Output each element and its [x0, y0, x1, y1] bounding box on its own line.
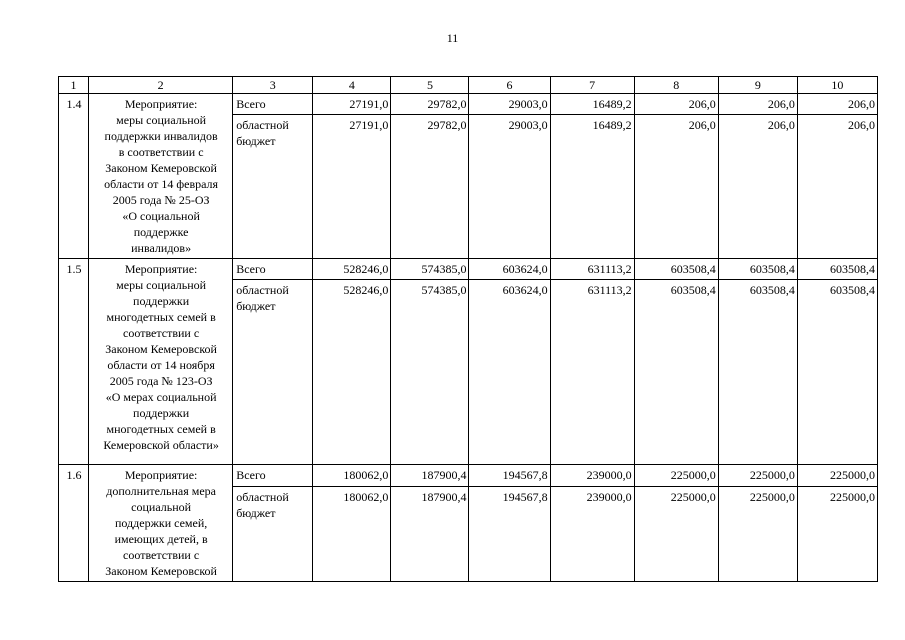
- column-number-8: 8: [634, 77, 718, 94]
- funding-value-col-9: 206,0: [718, 94, 797, 115]
- column-number-6: 6: [469, 77, 550, 94]
- measure-title-line: Мероприятие:: [124, 97, 198, 111]
- funding-value-col-5: 29782,0: [391, 115, 469, 259]
- measure-title-line: социальной: [131, 500, 192, 514]
- measure-title-line: области от 14 февраля: [104, 177, 219, 191]
- measure-total-row: [59, 259, 878, 280]
- column-number-1: 1: [59, 77, 89, 94]
- funding-value-col-9: 603508,4: [718, 280, 797, 465]
- funding-value-col-6: 29003,0: [469, 115, 550, 259]
- measure-title-line: имеющих детей, в: [114, 532, 208, 546]
- funding-value-col-4: 180062,0: [313, 465, 391, 487]
- funding-value-col-4: 528246,0: [313, 259, 391, 280]
- funding-value-col-4: 528246,0: [313, 280, 391, 465]
- page-number: 11: [446, 31, 459, 45]
- measure-title-line: Мероприятие:: [124, 468, 198, 482]
- measure-title-line: Законом Кемеровской: [105, 161, 217, 175]
- funding-value-col-6: 194567,8: [469, 465, 550, 487]
- column-number-row: [59, 77, 878, 94]
- funding-value-col-5: 187900,4: [391, 465, 469, 487]
- funding-value-col-6: 29003,0: [469, 94, 550, 115]
- measure-title-line: поддержки семей,: [114, 516, 208, 530]
- funding-value-col-8: 206,0: [634, 115, 718, 259]
- funding-value-col-6: 603624,0: [469, 280, 550, 465]
- funding-value-col-9: 206,0: [718, 115, 797, 259]
- measure-title: [89, 465, 233, 582]
- funding-value-col-10: 603508,4: [797, 280, 877, 465]
- funding-source: Всего: [233, 259, 313, 280]
- funding-value-col-9: 225000,0: [718, 465, 797, 487]
- measure-total-row: [59, 94, 878, 115]
- funding-value-col-8: 603508,4: [634, 280, 718, 465]
- funding-source: областной бюджет: [233, 115, 313, 259]
- measure-title-line: поддержки: [133, 294, 190, 308]
- measure-title-line: поддержки: [133, 406, 190, 420]
- funding-value-col-9: 603508,4: [718, 259, 797, 280]
- measure-title-line: соответствии с: [123, 326, 200, 340]
- funding-value-col-10: 225000,0: [797, 487, 877, 582]
- funding-value-col-10: 206,0: [797, 115, 877, 259]
- funding-source: Всего: [233, 94, 313, 115]
- measure-title-line: многодетных семей в: [106, 310, 216, 324]
- table-body: [59, 94, 878, 582]
- column-number-10: 10: [797, 77, 877, 94]
- column-number-7: 7: [550, 77, 634, 94]
- measure-code: 1.5: [59, 259, 89, 465]
- measure-title-line: многодетных семей в: [106, 422, 216, 436]
- funding-value-col-4: 180062,0: [313, 487, 391, 582]
- funding-value-col-10: 225000,0: [797, 465, 877, 487]
- column-number-4: 4: [313, 77, 391, 94]
- funding-value-col-7: 239000,0: [550, 465, 634, 487]
- funding-value-col-8: 225000,0: [634, 487, 718, 582]
- funding-value-col-6: 194567,8: [469, 487, 550, 582]
- measure-title-line: Законом Кемеровской: [105, 342, 217, 356]
- measure-title-line: поддержки инвалидов: [104, 129, 218, 143]
- funding-value-col-4: 27191,0: [313, 94, 391, 115]
- measure-title-line: Мероприятие:: [124, 262, 198, 276]
- funding-value-col-6: 603624,0: [469, 259, 550, 280]
- measure-title: [89, 94, 233, 259]
- measure-title-line: в соответствии с: [118, 145, 204, 159]
- budget-table: [58, 76, 878, 582]
- column-number-5: 5: [391, 77, 469, 94]
- funding-source: областной бюджет: [233, 487, 313, 582]
- column-number-9: 9: [718, 77, 797, 94]
- measure-title-line: инвалидов»: [131, 241, 192, 255]
- funding-value-col-7: 631113,2: [550, 280, 634, 465]
- funding-value-col-7: 16489,2: [550, 94, 634, 115]
- funding-value-col-8: 206,0: [634, 94, 718, 115]
- measure-title: [89, 259, 233, 465]
- measure-code: 1.6: [59, 465, 89, 582]
- measure-title-line: «О социальной: [122, 209, 200, 223]
- measure-title-line: области от 14 ноября: [107, 358, 215, 372]
- measure-title-line: Законом Кемеровской: [105, 564, 217, 578]
- funding-value-col-8: 225000,0: [634, 465, 718, 487]
- measure-total-row: [59, 465, 878, 487]
- funding-value-col-7: 239000,0: [550, 487, 634, 582]
- funding-value-col-7: 631113,2: [550, 259, 634, 280]
- measure-title-line: Кемеровской области»: [103, 438, 219, 452]
- funding-value-col-5: 187900,4: [391, 487, 469, 582]
- funding-value-col-8: 603508,4: [634, 259, 718, 280]
- funding-value-col-5: 29782,0: [391, 94, 469, 115]
- funding-value-col-5: 574385,0: [391, 280, 469, 465]
- column-number-2: 2: [89, 77, 233, 94]
- funding-value-col-10: 603508,4: [797, 259, 877, 280]
- measure-title-line: 2005 года № 25-ОЗ: [112, 193, 210, 207]
- column-number-3: 3: [233, 77, 313, 94]
- measure-title-line: дополнительная мера: [106, 484, 216, 498]
- funding-value-col-10: 206,0: [797, 94, 877, 115]
- funding-value-col-9: 225000,0: [718, 487, 797, 582]
- funding-source: областной бюджет: [233, 280, 313, 465]
- measure-code: 1.4: [59, 94, 89, 259]
- measure-title-line: «О мерах социальной: [105, 390, 217, 404]
- measure-title-line: поддержке: [133, 225, 189, 239]
- funding-value-col-5: 574385,0: [391, 259, 469, 280]
- funding-source: Всего: [233, 465, 313, 487]
- funding-value-col-7: 16489,2: [550, 115, 634, 259]
- measure-title-line: меры социальной: [116, 278, 207, 292]
- measure-title-line: соответствии с: [123, 548, 200, 562]
- measure-title-line: 2005 года № 123-ОЗ: [109, 374, 213, 388]
- funding-value-col-4: 27191,0: [313, 115, 391, 259]
- measure-title-line: меры социальной: [116, 113, 207, 127]
